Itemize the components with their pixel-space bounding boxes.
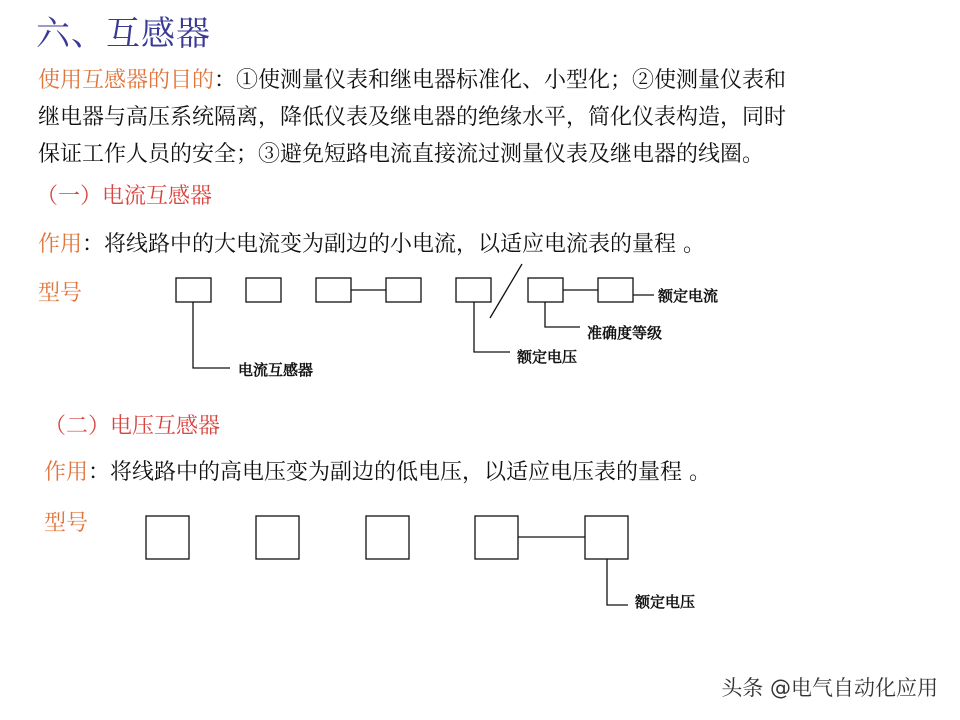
vt-box-2 bbox=[256, 516, 299, 559]
page-title: 六、互感器 bbox=[36, 14, 211, 54]
vt-function-text: ：将线路中的高电压变为副边的低电压，以适应电压表的量程 。 bbox=[88, 460, 712, 485]
ct-box-6 bbox=[528, 278, 563, 302]
ct-box-5 bbox=[456, 278, 491, 302]
vt-caption-rated-voltage: 额定电压 bbox=[635, 593, 696, 611]
ct-leader-type bbox=[193, 302, 230, 368]
ct-caption-rated-voltage: 额定电压 bbox=[517, 348, 578, 366]
ct-box-7 bbox=[598, 278, 633, 302]
vt-box-3 bbox=[366, 516, 409, 559]
ct-caption-accuracy-class: 准确度等级 bbox=[587, 324, 663, 342]
vt-function-label: 作用 bbox=[44, 460, 89, 485]
watermark: 头条 @电气自动化应用 bbox=[721, 676, 938, 700]
vt-model-label: 型号 bbox=[44, 511, 89, 536]
vt-box-1 bbox=[146, 516, 189, 559]
vt-box-5 bbox=[585, 516, 628, 559]
vt-box-4 bbox=[475, 516, 518, 559]
ct-caption-rated-current: 额定电流 bbox=[658, 287, 719, 305]
ct-function-label: 作用 bbox=[38, 232, 83, 257]
ct-box-3 bbox=[316, 278, 351, 302]
purpose-line-2: 继电器与高压系统隔离，降低仪表及继电器的绝缘水平，简化仪表构造，同时 bbox=[38, 105, 787, 130]
purpose-label: 使用互感器的目的 bbox=[38, 68, 215, 93]
current-transformer-heading: （一）电流互感器 bbox=[36, 184, 213, 209]
ct-slash bbox=[490, 264, 522, 318]
vt-leader-rated-voltage bbox=[607, 559, 628, 605]
voltage-transformer-heading: （二）电压互感器 bbox=[44, 414, 221, 439]
purpose-line-3: 保证工作人员的安全；③避免短路电流直接流过测量仪表及继电器的线圈。 bbox=[38, 142, 765, 167]
ct-box-4 bbox=[386, 278, 421, 302]
ct-leader-rated-voltage bbox=[474, 302, 510, 352]
ct-box-1 bbox=[176, 278, 211, 302]
ct-leader-accuracy bbox=[545, 302, 580, 327]
purpose-text-1: ：①使测量仪表和继电器标准化、小型化；②使测量仪表和 bbox=[214, 68, 787, 93]
ct-box-2 bbox=[246, 278, 281, 302]
ct-caption-type: 电流互感器 bbox=[238, 361, 314, 379]
ct-function-text: ：将线路中的大电流变为副边的小电流，以适应电流表的量程 。 bbox=[82, 232, 706, 257]
ct-model-label: 型号 bbox=[38, 281, 83, 306]
